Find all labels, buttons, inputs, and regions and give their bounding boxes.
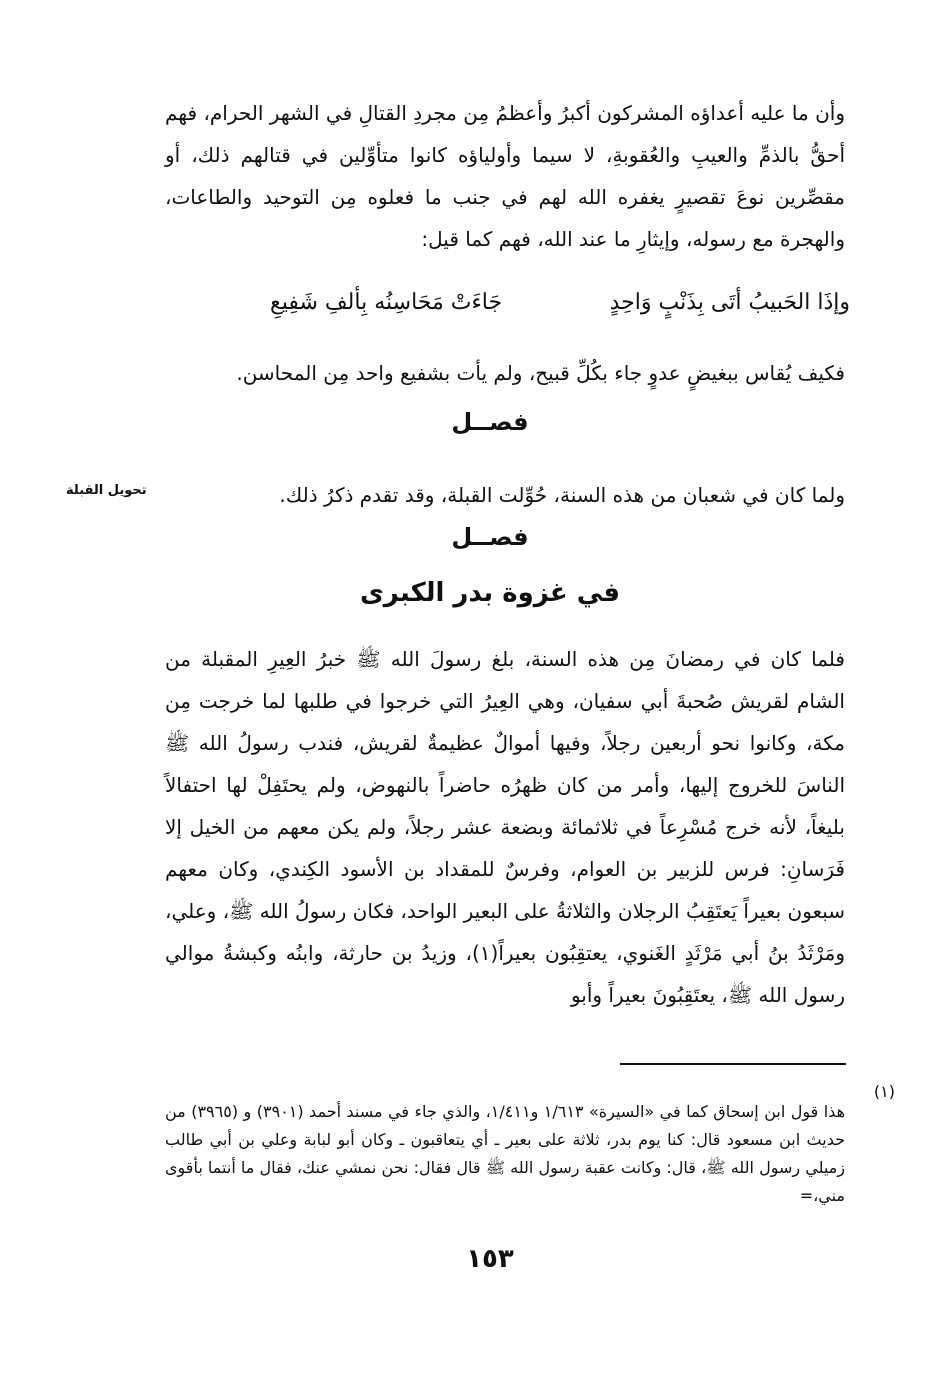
section-title: في غزوة بدر الكبرى bbox=[359, 578, 621, 608]
section-heading-fasl-1: فصــل bbox=[451, 408, 529, 436]
paragraph-qibla: ولما كان في شعبان من هذه السنة، حُوِّلت القبلة، وقد تقدم ذكرُ ذلك. bbox=[279, 483, 845, 507]
footnote-number: (١) bbox=[873, 1082, 895, 1101]
poem-verse bbox=[250, 290, 850, 334]
footnote-text: هذا قول ابن إسحاق كما في «السيرة» ١/٦١٣ و١/٤١١، والذي جاء في مسند أحمد (٣٩٠١) و (٣٩٦٥) من حديث ابن مسعود قال: كنا يوم بدر، ثلاثة على بعير ـ أي يتعاقبون ـ وكان أبو لبابة وعلي بن أبي طالب زميلي رسول الله ﷺ، قال: وكانت عقبة رسول الله ﷺ قال فقال: نحن نمشي عنك، فقال ما أنتما بأقوى مني،= bbox=[165, 1102, 846, 1205]
poem-hemistich-right: وإذَا الحَبيبُ أتَى بِذَنْبٍ وَاحِدٍ bbox=[609, 290, 850, 315]
paragraph-after-poem: فكيف يُقاس ببغيضٍ عدوٍ جاء بكُلِّ قبيح، ولم يأت بشفيع واحد مِن المحاسن. bbox=[236, 361, 845, 385]
margin-note: تحويل القبلة bbox=[66, 483, 147, 498]
paragraph-badr: فلما كان في رمضانَ مِن هذه السنة، بلغ رسولَ الله ﷺ خبرُ العِيرِ المقبلة من الشام لقريش صُحبةَ أبي سفيان، وهي العِيرُ التي خرجوا في طلبها لما خرجت مِن مكة، وكانوا نحو أربعين رجلاً، وفيها أموالٌ عظيمةٌ لقريش، فندب رسولُ الله ﷺ الناسَ للخروج إليها، وأمر من كان ظهرُه حاضراً بالنهوض، ولم يحتَفِلْ لها احتفالاً بليغاً، لأنه خرج مُسْرِعاً في ثلاثمائة وبضعة عشر رجلاً، ولم يكن معهم من الخيل إلا فَرَسانِ: فرس للزبير بن العوام، وفرسٌ للمقداد بن الأسود الكِندي، وكان معهم سبعون بعيراً يَعتَقِبُ الرجلان والثلاثةُ على البعير الواحد، فكان رسولُ الله ﷺ، وعلي، ومَرْثَدُ بنُ أبي مَرْثَدٍ الغَنوي، يعتقِبُون بعيراً(١)، وزيدُ بن حارثة، وابنُه وكبشةُ موالي رسول الله ﷺ، يعتَقِبُونَ بعيراً وأبو bbox=[165, 647, 846, 1007]
footnote bbox=[165, 1082, 895, 1226]
poem-hemistich-left: جَاءَتْ مَحَاسِنُه بِألفِ شَفِيعِ bbox=[270, 290, 503, 315]
paragraph-intro: وأن ما عليه أعداؤه المشركون أكبرُ وأعظمُ مِن مجردِ القتالِ في الشهر الحرام، فهم أحقُّ بالذمِّ والعيبِ والعُقوبةِ، لا سيما وأولياؤه كانوا متأوِّلين في قتالهم ذلك، أو مقصِّرين نوعَ تقصيرٍ يغفره الله لهم في جنب ما فعلوه مِن التوحيد والطاعات، والهجرة مع رسوله، وإيثارِ ما عند الله، فهم كما قيل: bbox=[165, 101, 845, 251]
footnote-divider bbox=[620, 1063, 846, 1065]
section-heading-fasl-2: فصــل bbox=[451, 523, 529, 551]
page-number: ١٥٣ bbox=[466, 1244, 514, 1274]
